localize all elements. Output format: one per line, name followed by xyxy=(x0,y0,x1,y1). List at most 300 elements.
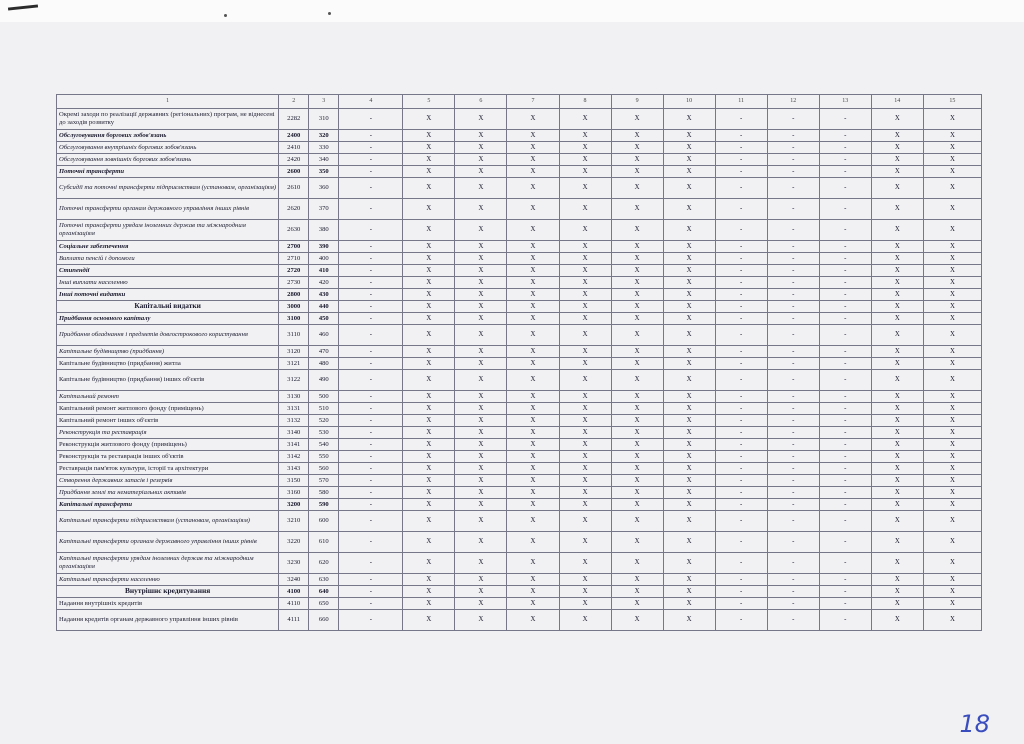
table-row xyxy=(57,553,982,574)
data-cell: X xyxy=(923,427,981,439)
data-cell: X xyxy=(923,586,981,598)
data-cell: X xyxy=(559,265,611,277)
row-name: Реконструкція та реставрація інших об'єктів xyxy=(57,451,279,463)
data-cell: X xyxy=(611,391,663,403)
data-cell: X xyxy=(871,586,923,598)
data-cell: X xyxy=(663,325,715,346)
data-cell: - xyxy=(767,313,819,325)
data-cell: X xyxy=(455,199,507,220)
row-code: 3142 xyxy=(279,451,309,463)
data-cell: X xyxy=(871,346,923,358)
data-cell: X xyxy=(507,109,559,130)
data-cell: - xyxy=(339,610,403,631)
table-row xyxy=(57,301,982,313)
table-row xyxy=(57,253,982,265)
data-cell: X xyxy=(611,313,663,325)
data-cell: X xyxy=(403,451,455,463)
row-line-code: 590 xyxy=(309,499,339,511)
data-cell: - xyxy=(715,142,767,154)
table-row xyxy=(57,154,982,166)
data-cell: X xyxy=(455,220,507,241)
data-cell: X xyxy=(923,463,981,475)
data-cell: - xyxy=(767,289,819,301)
data-cell: - xyxy=(339,511,403,532)
data-cell: - xyxy=(339,178,403,199)
data-cell: - xyxy=(339,427,403,439)
data-cell: - xyxy=(819,289,871,301)
table-row xyxy=(57,109,982,130)
data-cell: - xyxy=(339,499,403,511)
data-cell: - xyxy=(767,346,819,358)
row-line-code: 620 xyxy=(309,553,339,574)
data-cell: X xyxy=(923,487,981,499)
data-cell: X xyxy=(663,553,715,574)
column-number: 9 xyxy=(611,95,663,109)
data-cell: X xyxy=(611,142,663,154)
table-row xyxy=(57,265,982,277)
data-cell: X xyxy=(663,427,715,439)
table-row xyxy=(57,511,982,532)
data-cell: X xyxy=(507,325,559,346)
data-cell: X xyxy=(559,358,611,370)
row-name: Обслуговування зовнішніх боргових зобов'язань xyxy=(57,154,279,166)
row-line-code: 440 xyxy=(309,301,339,313)
row-line-code: 550 xyxy=(309,451,339,463)
data-cell: X xyxy=(923,265,981,277)
data-cell: X xyxy=(923,391,981,403)
row-code: 3143 xyxy=(279,463,309,475)
data-cell: - xyxy=(819,241,871,253)
row-line-code: 320 xyxy=(309,130,339,142)
row-code: 2400 xyxy=(279,130,309,142)
data-cell: X xyxy=(403,532,455,553)
column-number: 14 xyxy=(871,95,923,109)
data-cell: X xyxy=(403,289,455,301)
row-line-code: 510 xyxy=(309,403,339,415)
data-cell: X xyxy=(663,154,715,166)
data-cell: X xyxy=(507,403,559,415)
data-cell: - xyxy=(715,391,767,403)
data-cell: X xyxy=(663,370,715,391)
row-code: 4110 xyxy=(279,598,309,610)
data-cell: X xyxy=(455,439,507,451)
data-cell: X xyxy=(871,499,923,511)
data-cell: X xyxy=(403,610,455,631)
data-cell: X xyxy=(403,487,455,499)
scan-speck xyxy=(224,14,227,17)
data-cell: - xyxy=(715,427,767,439)
data-cell: X xyxy=(611,277,663,289)
data-cell: X xyxy=(611,415,663,427)
data-cell: - xyxy=(339,199,403,220)
data-cell: - xyxy=(819,403,871,415)
row-name: Створення державних запасів і резервів xyxy=(57,475,279,487)
data-cell: X xyxy=(611,487,663,499)
data-cell: - xyxy=(819,370,871,391)
row-line-code: 490 xyxy=(309,370,339,391)
data-cell: X xyxy=(611,154,663,166)
row-code: 2600 xyxy=(279,166,309,178)
data-cell: - xyxy=(767,427,819,439)
row-name: Субсидії та поточні трансферти підприємствам (установам, організаціям) xyxy=(57,178,279,199)
column-number: 6 xyxy=(455,95,507,109)
data-cell: X xyxy=(559,475,611,487)
data-cell: X xyxy=(871,277,923,289)
row-name: Виплата пенсій і допомоги xyxy=(57,253,279,265)
data-cell: - xyxy=(715,199,767,220)
data-cell: X xyxy=(923,475,981,487)
data-cell: X xyxy=(403,391,455,403)
row-line-code: 400 xyxy=(309,253,339,265)
data-cell: - xyxy=(767,553,819,574)
data-cell: X xyxy=(663,166,715,178)
data-cell: X xyxy=(611,199,663,220)
data-cell: X xyxy=(403,253,455,265)
data-cell: - xyxy=(715,439,767,451)
data-cell: - xyxy=(715,475,767,487)
row-line-code: 310 xyxy=(309,109,339,130)
data-cell: X xyxy=(611,475,663,487)
column-number: 3 xyxy=(309,95,339,109)
row-name: Капітальні трансферти підприємствам (установам, організаціям) xyxy=(57,511,279,532)
data-cell: - xyxy=(715,487,767,499)
table-row xyxy=(57,403,982,415)
data-cell: X xyxy=(455,598,507,610)
data-cell: - xyxy=(819,463,871,475)
data-cell: X xyxy=(611,499,663,511)
data-cell: - xyxy=(819,610,871,631)
data-cell: X xyxy=(611,265,663,277)
column-number: 1 xyxy=(57,95,279,109)
data-cell: - xyxy=(819,391,871,403)
data-cell: X xyxy=(559,277,611,289)
row-code: 2700 xyxy=(279,241,309,253)
data-cell: - xyxy=(767,451,819,463)
data-cell: X xyxy=(507,532,559,553)
data-cell: X xyxy=(559,439,611,451)
data-cell: X xyxy=(403,142,455,154)
data-cell: X xyxy=(455,301,507,313)
data-cell: - xyxy=(715,130,767,142)
data-cell: - xyxy=(339,241,403,253)
data-cell: X xyxy=(507,487,559,499)
data-cell: - xyxy=(767,532,819,553)
data-cell: - xyxy=(819,265,871,277)
data-cell: X xyxy=(559,346,611,358)
data-cell: X xyxy=(871,154,923,166)
data-cell: X xyxy=(507,463,559,475)
data-cell: X xyxy=(559,427,611,439)
data-cell: X xyxy=(611,532,663,553)
data-cell: X xyxy=(455,586,507,598)
data-cell: - xyxy=(715,610,767,631)
row-code: 3230 xyxy=(279,553,309,574)
data-cell: X xyxy=(559,166,611,178)
data-cell: - xyxy=(715,511,767,532)
data-cell: X xyxy=(663,532,715,553)
data-cell: - xyxy=(767,166,819,178)
data-cell: - xyxy=(819,154,871,166)
data-cell: X xyxy=(611,403,663,415)
data-cell: X xyxy=(559,178,611,199)
data-cell: X xyxy=(559,130,611,142)
table-row xyxy=(57,199,982,220)
data-cell: X xyxy=(611,370,663,391)
data-cell: - xyxy=(767,574,819,586)
data-cell: - xyxy=(819,499,871,511)
data-cell: X xyxy=(455,325,507,346)
row-line-code: 390 xyxy=(309,241,339,253)
data-cell: - xyxy=(715,574,767,586)
column-number: 12 xyxy=(767,95,819,109)
row-code: 3141 xyxy=(279,439,309,451)
data-cell: - xyxy=(715,289,767,301)
data-cell: - xyxy=(339,358,403,370)
table-row xyxy=(57,220,982,241)
data-cell: X xyxy=(663,463,715,475)
data-cell: - xyxy=(339,109,403,130)
row-name: Інші виплати населенню xyxy=(57,277,279,289)
row-code: 3140 xyxy=(279,427,309,439)
data-cell: X xyxy=(663,451,715,463)
table-row xyxy=(57,439,982,451)
data-cell: - xyxy=(715,463,767,475)
data-cell: X xyxy=(611,130,663,142)
data-cell: X xyxy=(923,439,981,451)
data-cell: X xyxy=(663,610,715,631)
table-row xyxy=(57,391,982,403)
data-cell: X xyxy=(611,178,663,199)
row-code: 2420 xyxy=(279,154,309,166)
table-row xyxy=(57,475,982,487)
row-line-code: 360 xyxy=(309,178,339,199)
data-cell: X xyxy=(923,109,981,130)
data-cell: - xyxy=(767,277,819,289)
data-cell: X xyxy=(559,313,611,325)
data-cell: X xyxy=(403,574,455,586)
column-number: 10 xyxy=(663,95,715,109)
row-name: Поточні трансферти урядам іноземних держав та міжнародним організаціям xyxy=(57,220,279,241)
page-number: 18 xyxy=(959,710,990,738)
data-cell: X xyxy=(559,109,611,130)
data-cell: - xyxy=(339,154,403,166)
data-cell: - xyxy=(715,586,767,598)
data-cell: X xyxy=(455,574,507,586)
data-cell: X xyxy=(403,415,455,427)
data-cell: X xyxy=(663,289,715,301)
table-row xyxy=(57,142,982,154)
data-cell: X xyxy=(507,277,559,289)
row-line-code: 600 xyxy=(309,511,339,532)
data-cell: X xyxy=(455,370,507,391)
data-cell: X xyxy=(507,301,559,313)
row-name: Придбання основного капіталу xyxy=(57,313,279,325)
data-cell: X xyxy=(871,130,923,142)
data-cell: X xyxy=(871,475,923,487)
data-cell: X xyxy=(871,598,923,610)
data-cell: X xyxy=(507,241,559,253)
data-cell: - xyxy=(715,301,767,313)
data-cell: X xyxy=(559,142,611,154)
row-code: 3150 xyxy=(279,475,309,487)
data-cell: X xyxy=(663,130,715,142)
data-cell: - xyxy=(819,511,871,532)
data-cell: - xyxy=(339,325,403,346)
row-code: 2730 xyxy=(279,277,309,289)
data-cell: - xyxy=(339,142,403,154)
row-line-code: 340 xyxy=(309,154,339,166)
data-cell: - xyxy=(339,289,403,301)
data-cell: X xyxy=(611,574,663,586)
data-cell: X xyxy=(871,166,923,178)
data-cell: X xyxy=(923,130,981,142)
data-cell: X xyxy=(611,220,663,241)
data-cell: - xyxy=(767,178,819,199)
row-line-code: 380 xyxy=(309,220,339,241)
data-cell: X xyxy=(923,370,981,391)
data-cell: X xyxy=(871,142,923,154)
data-cell: X xyxy=(403,265,455,277)
data-cell: X xyxy=(455,451,507,463)
data-cell: X xyxy=(455,178,507,199)
column-number: 2 xyxy=(279,95,309,109)
row-line-code: 570 xyxy=(309,475,339,487)
table-row xyxy=(57,463,982,475)
data-cell: - xyxy=(339,415,403,427)
data-cell: X xyxy=(923,574,981,586)
data-cell: - xyxy=(819,427,871,439)
row-name: Стипендії xyxy=(57,265,279,277)
data-cell: - xyxy=(339,598,403,610)
data-cell: X xyxy=(455,313,507,325)
data-cell: X xyxy=(663,142,715,154)
data-cell: X xyxy=(663,199,715,220)
data-cell: X xyxy=(923,253,981,265)
row-code: 3130 xyxy=(279,391,309,403)
data-cell: - xyxy=(715,370,767,391)
data-cell: X xyxy=(455,511,507,532)
row-name: Окремі заходи по реалізації державних (регіональних) програм, не віднесені до заходів розвитку xyxy=(57,109,279,130)
row-name: Соціальне забезпечення xyxy=(57,241,279,253)
data-cell: X xyxy=(559,199,611,220)
data-cell: X xyxy=(507,586,559,598)
data-cell: X xyxy=(403,199,455,220)
data-cell: X xyxy=(871,199,923,220)
data-cell: X xyxy=(611,241,663,253)
data-cell: - xyxy=(767,499,819,511)
row-code: 3100 xyxy=(279,313,309,325)
data-cell: X xyxy=(923,610,981,631)
data-cell: X xyxy=(559,253,611,265)
data-cell: X xyxy=(559,586,611,598)
data-cell: X xyxy=(403,154,455,166)
data-cell: X xyxy=(455,415,507,427)
data-cell: X xyxy=(507,598,559,610)
row-line-code: 420 xyxy=(309,277,339,289)
column-number: 4 xyxy=(339,95,403,109)
row-code: 2710 xyxy=(279,253,309,265)
data-cell: X xyxy=(663,574,715,586)
row-name: Обслуговування боргових зобов'язань xyxy=(57,130,279,142)
data-cell: X xyxy=(663,598,715,610)
data-cell: X xyxy=(455,532,507,553)
data-cell: - xyxy=(767,199,819,220)
data-cell: X xyxy=(923,553,981,574)
data-cell: - xyxy=(715,178,767,199)
data-cell: - xyxy=(767,463,819,475)
row-name: Надання кредитів органам державного управління інших рівнів xyxy=(57,610,279,631)
data-cell: - xyxy=(339,463,403,475)
row-code: 2800 xyxy=(279,289,309,301)
data-cell: X xyxy=(507,166,559,178)
row-code: 3132 xyxy=(279,415,309,427)
data-cell: X xyxy=(559,391,611,403)
data-cell: X xyxy=(663,277,715,289)
row-line-code: 630 xyxy=(309,574,339,586)
table-row xyxy=(57,499,982,511)
data-cell: X xyxy=(559,325,611,346)
data-cell: - xyxy=(715,358,767,370)
data-cell: X xyxy=(611,598,663,610)
data-cell: X xyxy=(663,415,715,427)
data-cell: X xyxy=(923,313,981,325)
row-line-code: 640 xyxy=(309,586,339,598)
data-cell: X xyxy=(559,553,611,574)
expenditure-table xyxy=(56,94,982,631)
row-name: Придбання обладнання і предметів довгострокового користування xyxy=(57,325,279,346)
scan-speck xyxy=(328,12,331,15)
data-cell: - xyxy=(339,253,403,265)
row-line-code: 520 xyxy=(309,415,339,427)
data-cell: X xyxy=(663,358,715,370)
data-cell: - xyxy=(339,553,403,574)
data-cell: X xyxy=(923,199,981,220)
data-cell: X xyxy=(559,220,611,241)
data-cell: X xyxy=(507,358,559,370)
data-cell: - xyxy=(819,178,871,199)
data-cell: - xyxy=(767,370,819,391)
data-cell: X xyxy=(663,241,715,253)
data-cell: X xyxy=(559,598,611,610)
data-cell: X xyxy=(611,553,663,574)
table-row xyxy=(57,358,982,370)
row-name: Капітальний ремонт xyxy=(57,391,279,403)
data-cell: - xyxy=(819,166,871,178)
data-cell: X xyxy=(455,130,507,142)
data-cell: X xyxy=(403,166,455,178)
data-cell: - xyxy=(339,391,403,403)
row-code: 2720 xyxy=(279,265,309,277)
data-cell: X xyxy=(611,346,663,358)
data-cell: X xyxy=(507,553,559,574)
data-cell: X xyxy=(663,475,715,487)
data-cell: X xyxy=(923,142,981,154)
data-cell: X xyxy=(403,313,455,325)
data-cell: X xyxy=(559,499,611,511)
data-cell: - xyxy=(339,301,403,313)
data-cell: - xyxy=(339,346,403,358)
row-line-code: 500 xyxy=(309,391,339,403)
data-cell: X xyxy=(611,463,663,475)
data-cell: X xyxy=(403,358,455,370)
row-line-code: 480 xyxy=(309,358,339,370)
row-name: Обслуговування внутрішніх боргових зобов'язань xyxy=(57,142,279,154)
data-cell: X xyxy=(559,451,611,463)
data-cell: X xyxy=(403,220,455,241)
data-cell: - xyxy=(819,313,871,325)
data-cell: X xyxy=(507,415,559,427)
data-cell: X xyxy=(403,427,455,439)
